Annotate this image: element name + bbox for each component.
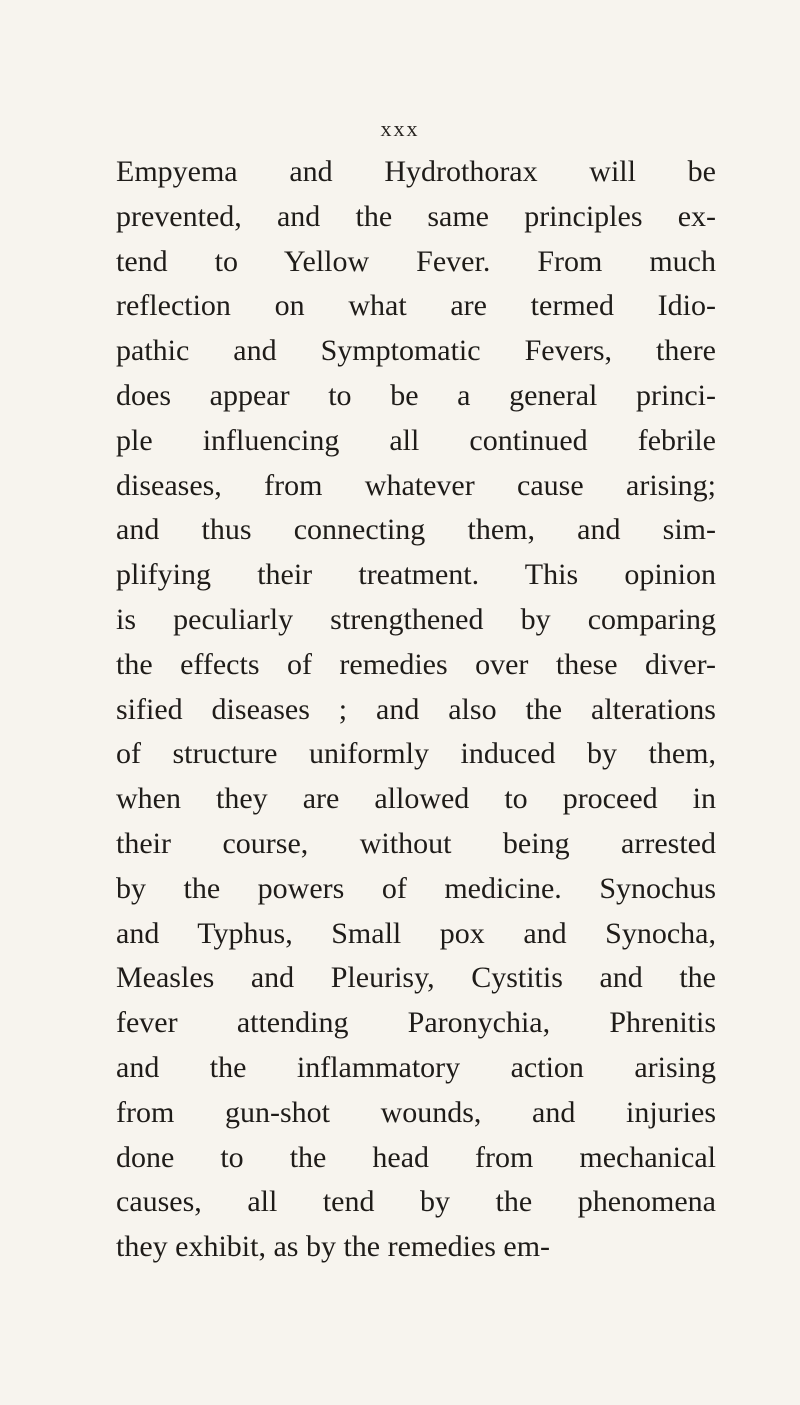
text-line: causes, all tend by the phenomena: [116, 1185, 716, 1219]
text-line: and thus connecting them, and sim-: [116, 513, 716, 547]
text-line: is peculiarly strengthened by comparing: [116, 602, 716, 636]
text-line: sified diseases ; and also the alterations: [116, 692, 716, 726]
text-line: fever attending Paronychia, Phrenitis: [116, 1006, 716, 1040]
text-line: diseases, from whatever cause arising;: [116, 468, 716, 502]
text-line: reflection on what are termed Idio-: [116, 289, 716, 323]
text-line: the effects of remedies over these diver-: [116, 647, 716, 681]
text-line: prevented, and the same principles ex-: [116, 199, 716, 233]
text-line: and the inflammatory action arising: [116, 1050, 716, 1084]
text-line: they exhibit, as by the remedies em-: [116, 1230, 551, 1264]
text-line: pathic and Symptomatic Fevers, there: [116, 334, 716, 368]
text-line: tend to Yellow Fever. From much: [116, 244, 716, 278]
text-line: Measles and Pleurisy, Cystitis and the: [116, 961, 716, 995]
text-line: plifying their treatment. This opinion: [116, 558, 716, 592]
text-line: done to the head from mechanical: [116, 1140, 716, 1174]
body-text: [116, 150, 716, 1270]
text-line: their course, without being arrested: [116, 826, 716, 860]
text-line: when they are allowed to proceed in: [116, 782, 716, 816]
text-line: and Typhus, Small pox and Synocha,: [116, 916, 716, 950]
text-line: ple influencing all continued febrile: [116, 423, 716, 457]
text-line: by the powers of medicine. Synochus: [116, 871, 716, 905]
text-line: from gun-shot wounds, and injuries: [116, 1095, 716, 1129]
text-line: Empyema and Hydrothorax will be: [116, 155, 716, 188]
text-line: of structure uniformly induced by them,: [116, 737, 716, 771]
page-number: xxx: [380, 116, 420, 141]
text-line: does appear to be a general princi-: [116, 378, 716, 412]
